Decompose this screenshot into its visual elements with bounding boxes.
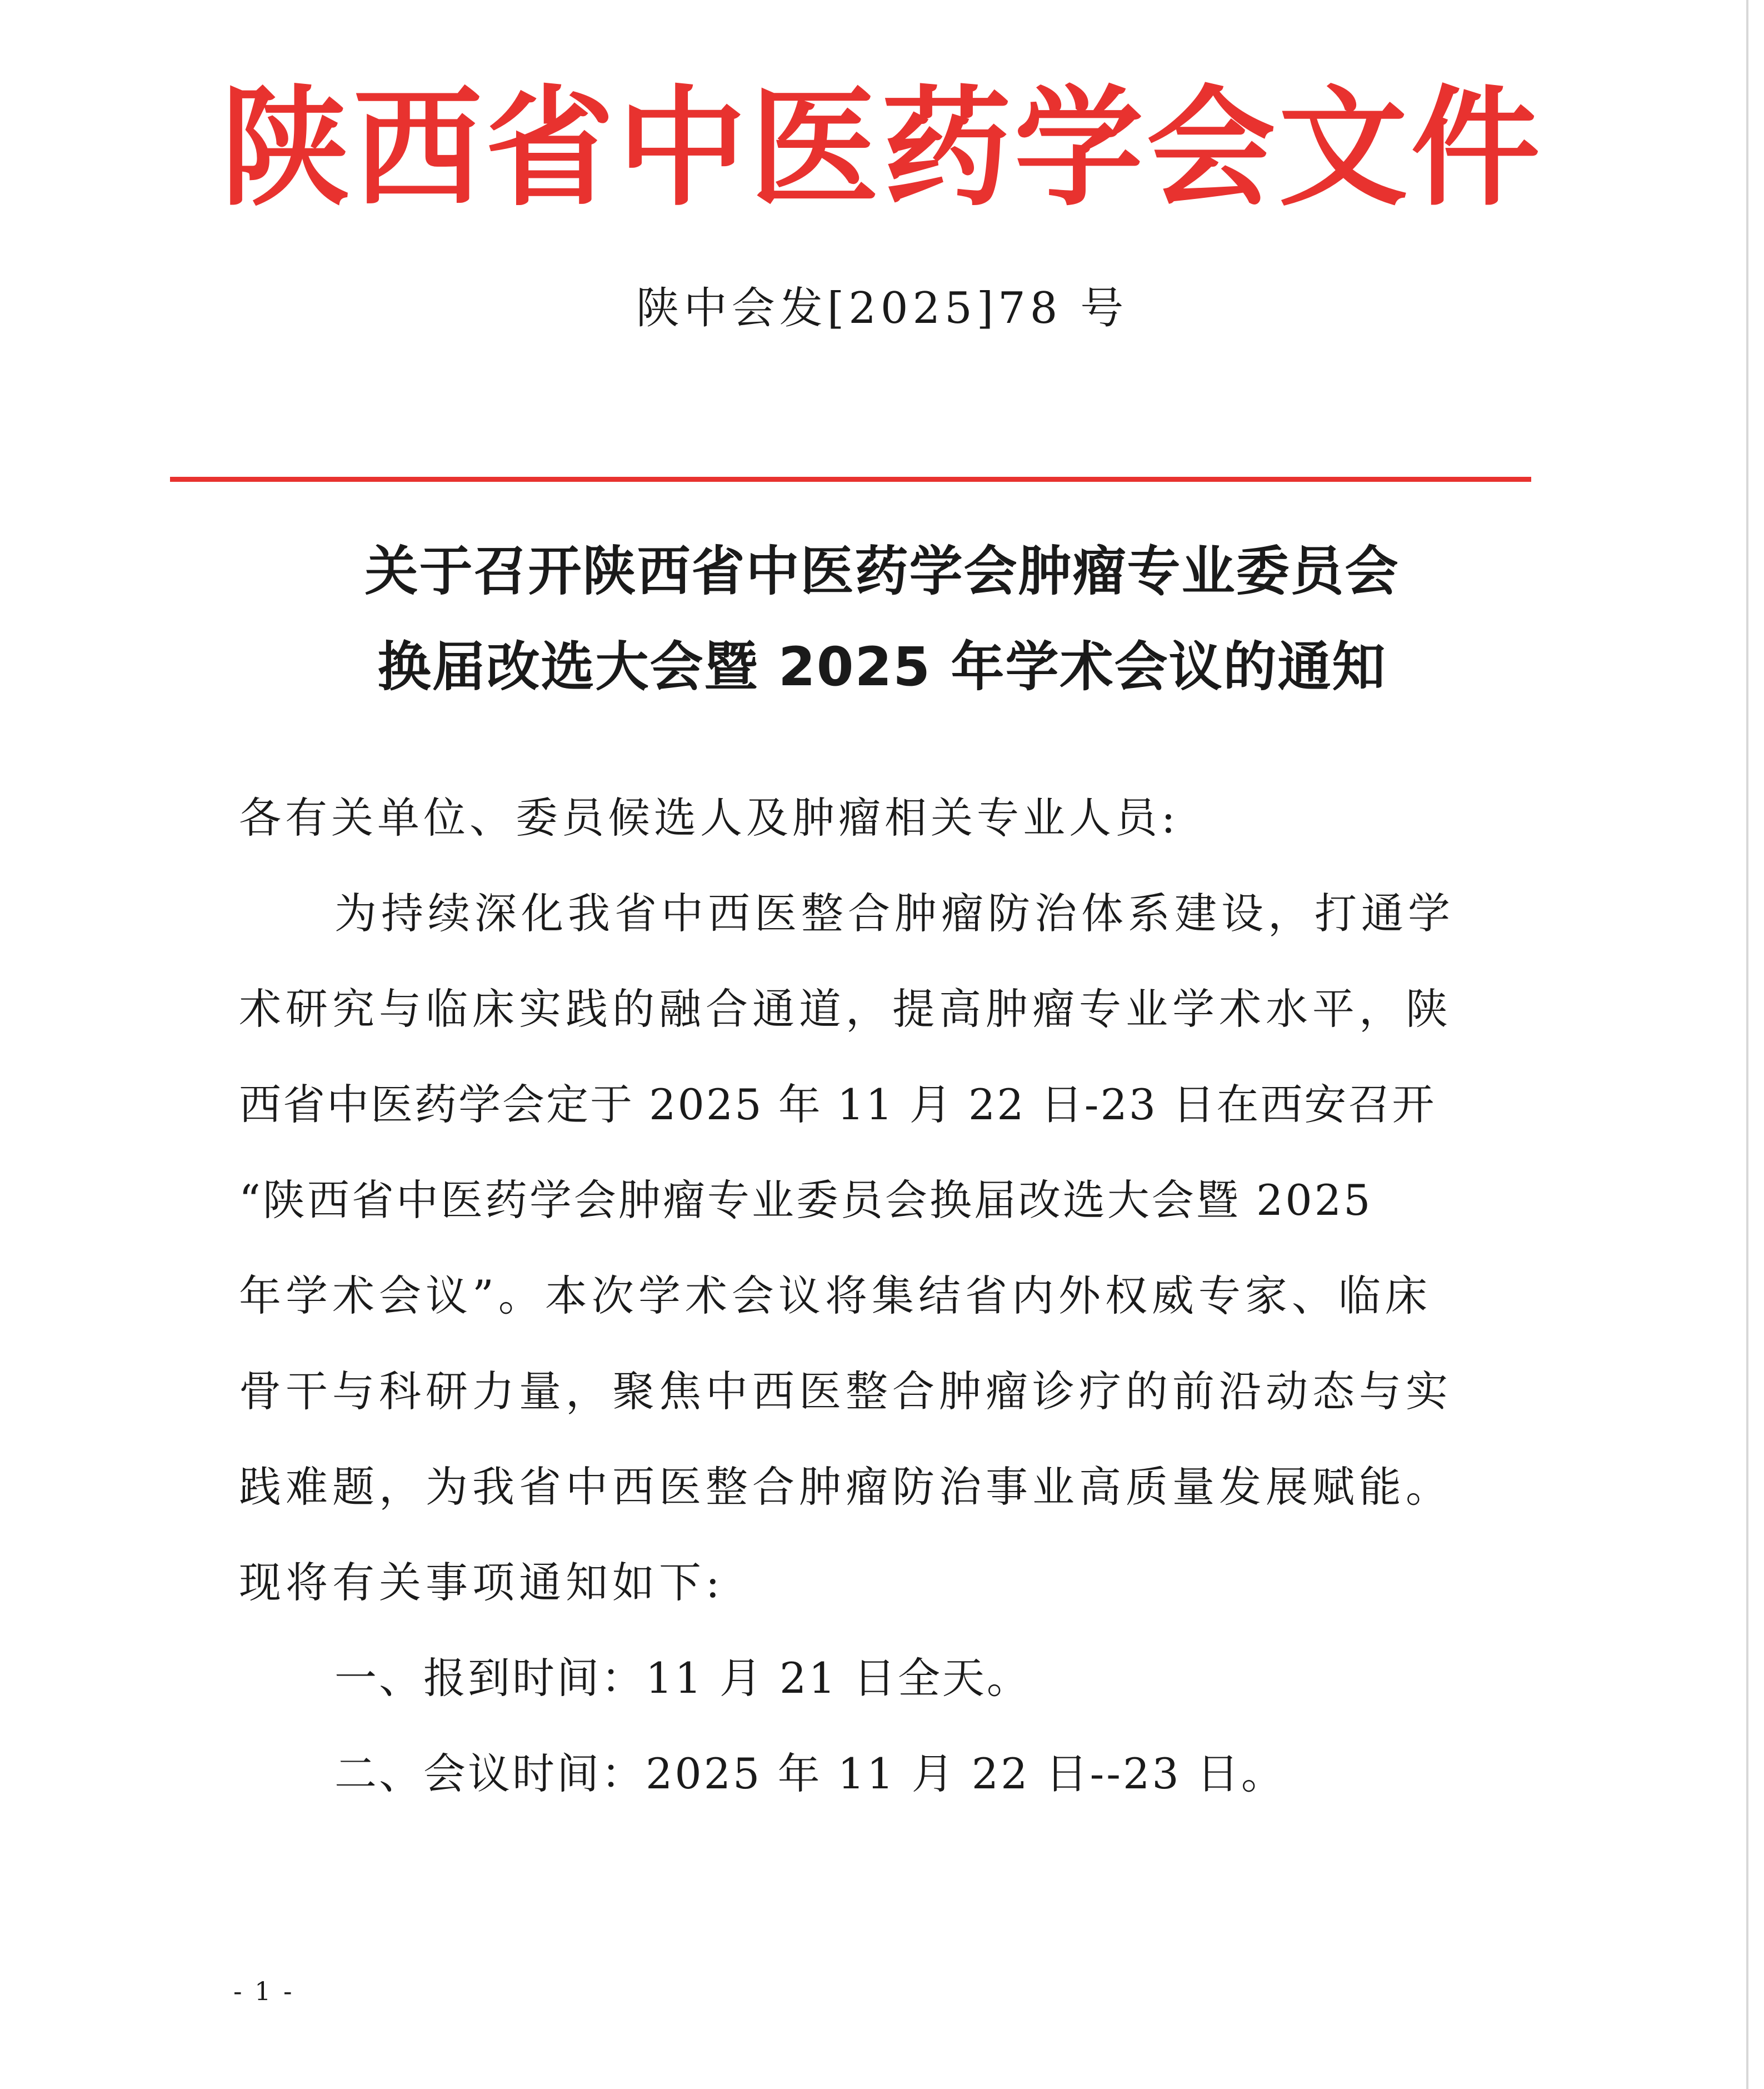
notice-title-line-2: 换届改选大会暨 2025 年学术会议的通知 bbox=[377, 636, 1387, 698]
red-divider-rule bbox=[170, 477, 1531, 482]
list-item-registration-time: 一、报到时间：11 月 21 日全天。 bbox=[334, 1653, 1031, 1703]
paragraph-line: 年学术会议”。本次学术会议将集结省内外权威专家、临床 bbox=[239, 1271, 1432, 1320]
paragraph-line: 西省中医药学会定于 2025 年 11 月 22 日-23 日在西安召开 bbox=[239, 1080, 1436, 1129]
notice-title-line-1: 关于召开陕西省中医药学会肿瘤专业委员会 bbox=[364, 540, 1400, 602]
paragraph-line: 现将有关事项通知如下: bbox=[239, 1558, 724, 1607]
paragraph-line: 骨干与科研力量，聚焦中西医整合肿瘤诊疗的前沿动态与实 bbox=[239, 1367, 1452, 1416]
paragraph-line: 践难题，为我省中西医整合肿瘤防治事业高质量发展赋能。 bbox=[239, 1462, 1452, 1512]
page-number: - 1 - bbox=[233, 1976, 294, 2006]
paragraph-line: 术研究与临床实践的融合通道，提高肿瘤专业学术水平，陕 bbox=[239, 984, 1452, 1034]
document-number: 陕中会发[2025]78 号 bbox=[636, 283, 1128, 333]
paragraph-line: 为持续深化我省中西医整合肿瘤防治体系建设，打通学 bbox=[334, 889, 1455, 938]
list-item-meeting-time: 二、会议时间：2025 年 11 月 22 日--23 日。 bbox=[334, 1749, 1286, 1798]
document-header-title: 陕西省中医药学会文件 bbox=[221, 72, 1543, 223]
salutation: 各有关单位、委员候选人及肿瘤相关专业人员: bbox=[239, 793, 1180, 842]
paragraph-line: “陕西省中医药学会肿瘤专业委员会换届改选大会暨 2025 bbox=[239, 1175, 1373, 1225]
